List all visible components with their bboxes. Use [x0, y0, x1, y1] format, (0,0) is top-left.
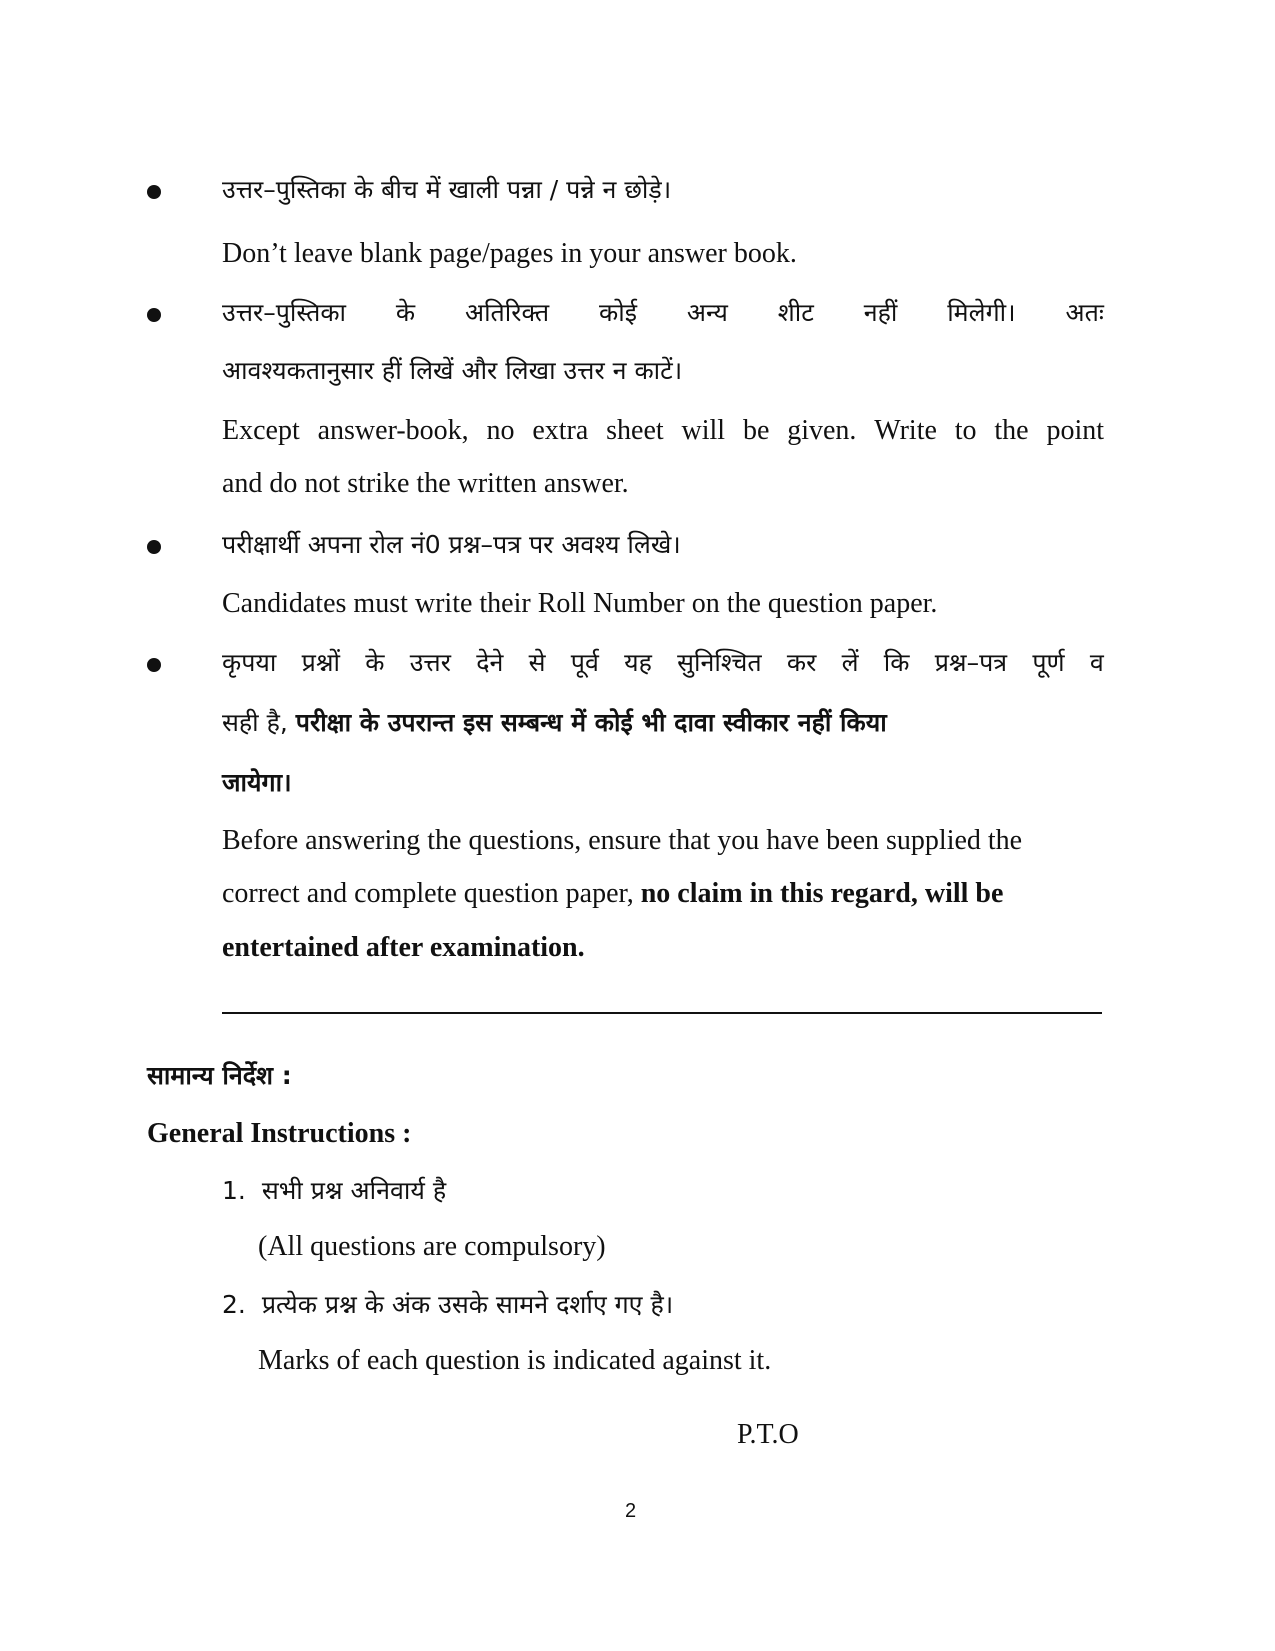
instruction-4-english-line-2-plain: correct and complete question paper,: [222, 878, 634, 909]
instruction-2-english-word: will: [681, 415, 726, 446]
bullet-3: [147, 540, 161, 554]
instruction-4-hindi-word: लें: [841, 648, 859, 677]
instruction-2-english-word: the: [994, 415, 1029, 446]
instruction-2-hindi-word: शीट: [777, 298, 814, 327]
instruction-2-english-word: to: [954, 415, 977, 446]
general-item-2-hindi-text: प्रत्येक प्रश्न के अंक उसके सामने दर्शाए गए है।: [261, 1290, 674, 1319]
general-item-1-hindi: [222, 1178, 446, 1203]
instruction-2-hindi-word: कोई: [599, 298, 637, 327]
instruction-4-english-line-1: Before answering the questions, ensure that you have been supplied the: [222, 825, 1023, 856]
pto-label: P.T.O: [737, 1419, 799, 1450]
bullet-4: [147, 658, 161, 672]
instruction-4-hindi-line-2-plain: सही है,: [222, 708, 288, 737]
instruction-2-english-word: no: [486, 415, 515, 446]
instruction-4-hindi-word: उत्तर: [409, 648, 451, 677]
instruction-2-hindi-word: उत्तर–पुस्तिका: [222, 298, 347, 327]
instruction-4-hindi-word: सुनिश्चित: [677, 648, 762, 677]
general-item-1-number: 1.: [222, 1176, 246, 1205]
section-divider: [222, 1012, 1102, 1014]
instruction-4-hindi-word: के: [365, 648, 385, 677]
instruction-4-hindi-word: यह: [624, 648, 652, 677]
instruction-2-english-line-1: [222, 417, 1104, 445]
bullet-2: [147, 308, 161, 322]
general-item-1-hindi-text: सभी प्रश्न अनिवार्य है: [261, 1176, 447, 1205]
instruction-4-english-line-3: entertained after examination.: [222, 932, 585, 963]
instruction-3-hindi: परीक्षार्थी अपना रोल नं0 प्रश्न–पत्र पर अवश्य लिखे।: [222, 530, 681, 559]
instruction-2-hindi-word: मिलेगी।: [947, 298, 1016, 327]
general-item-2-number: 2.: [222, 1290, 246, 1319]
instruction-4-hindi-word: प्रश्न–पत्र: [934, 648, 1008, 677]
instruction-2-hindi-word: नहीं: [863, 298, 898, 327]
instruction-2-hindi-word: के: [395, 298, 416, 327]
bullet-1: [147, 185, 161, 199]
general-heading-english: General Instructions :: [147, 1118, 412, 1149]
instruction-2-english-word: answer-book,: [317, 415, 469, 446]
instruction-4-hindi-line-2: [222, 710, 887, 735]
instruction-2-english-word: point: [1046, 415, 1104, 446]
instruction-4-hindi-word: देने: [476, 648, 504, 677]
instruction-4-hindi-word: कृपया: [222, 648, 277, 677]
instruction-4-hindi-word: व: [1089, 648, 1104, 677]
instruction-2-hindi-line-1: [222, 300, 1104, 325]
instruction-2-hindi-line-2: आवश्यकतानुसार हीं लिखें और लिखा उत्तर न काटें।: [222, 356, 683, 385]
instruction-2-english-word: Write: [874, 415, 937, 446]
instruction-4-hindi-word: कर: [786, 648, 817, 677]
instruction-4-hindi-word: पूर्ण: [1032, 648, 1065, 677]
instruction-4-hindi-word: प्रश्नों: [301, 648, 341, 677]
instruction-4-hindi-line-1: [222, 650, 1104, 675]
general-item-2-hindi: [222, 1292, 673, 1317]
instruction-2-hindi-word: अन्य: [686, 298, 728, 327]
instruction-4-hindi-line-2-bold: परीक्षा के उपरान्त इस सम्बन्ध में कोई भी दावा स्वीकार नहीं किया: [295, 708, 887, 737]
instruction-2-english-word: given.: [787, 415, 857, 446]
general-item-2-english: Marks of each question is indicated against it.: [258, 1345, 772, 1376]
instruction-2-english-line-2: and do not strike the written answer.: [222, 468, 629, 499]
instruction-2-english-word: sheet: [606, 415, 664, 446]
general-item-1-english: (All questions are compulsory): [258, 1231, 606, 1262]
instruction-1-english: Don’t leave blank page/pages in your answer book.: [222, 238, 797, 269]
instruction-2-hindi-word: अतिरिक्त: [464, 298, 550, 327]
instruction-3-english: Candidates must write their Roll Number on the question paper.: [222, 588, 938, 619]
instruction-1-hindi: उत्तर–पुस्तिका के बीच में खाली पन्ना / पन्ने न छोड़े।: [222, 175, 672, 204]
instruction-4-english-line-2-bold: no claim in this regard, will be: [640, 878, 1004, 909]
instruction-4-hindi-word: कि: [883, 648, 910, 677]
instruction-4-hindi-line-3: जायेगा।: [222, 768, 292, 797]
instruction-2-hindi-word: अतः: [1065, 298, 1104, 327]
instruction-4-hindi-word: से: [528, 648, 546, 677]
instruction-2-english-word: be: [742, 415, 770, 446]
page-number: 2: [625, 1500, 637, 1522]
instruction-2-english-word: extra: [532, 415, 589, 446]
instruction-4-hindi-word: पूर्व: [570, 648, 599, 677]
instruction-2-english-word: Except: [222, 415, 300, 446]
general-heading-hindi: सामान्य निर्देश :: [147, 1061, 292, 1090]
instruction-4-english-line-2: [222, 880, 1003, 908]
